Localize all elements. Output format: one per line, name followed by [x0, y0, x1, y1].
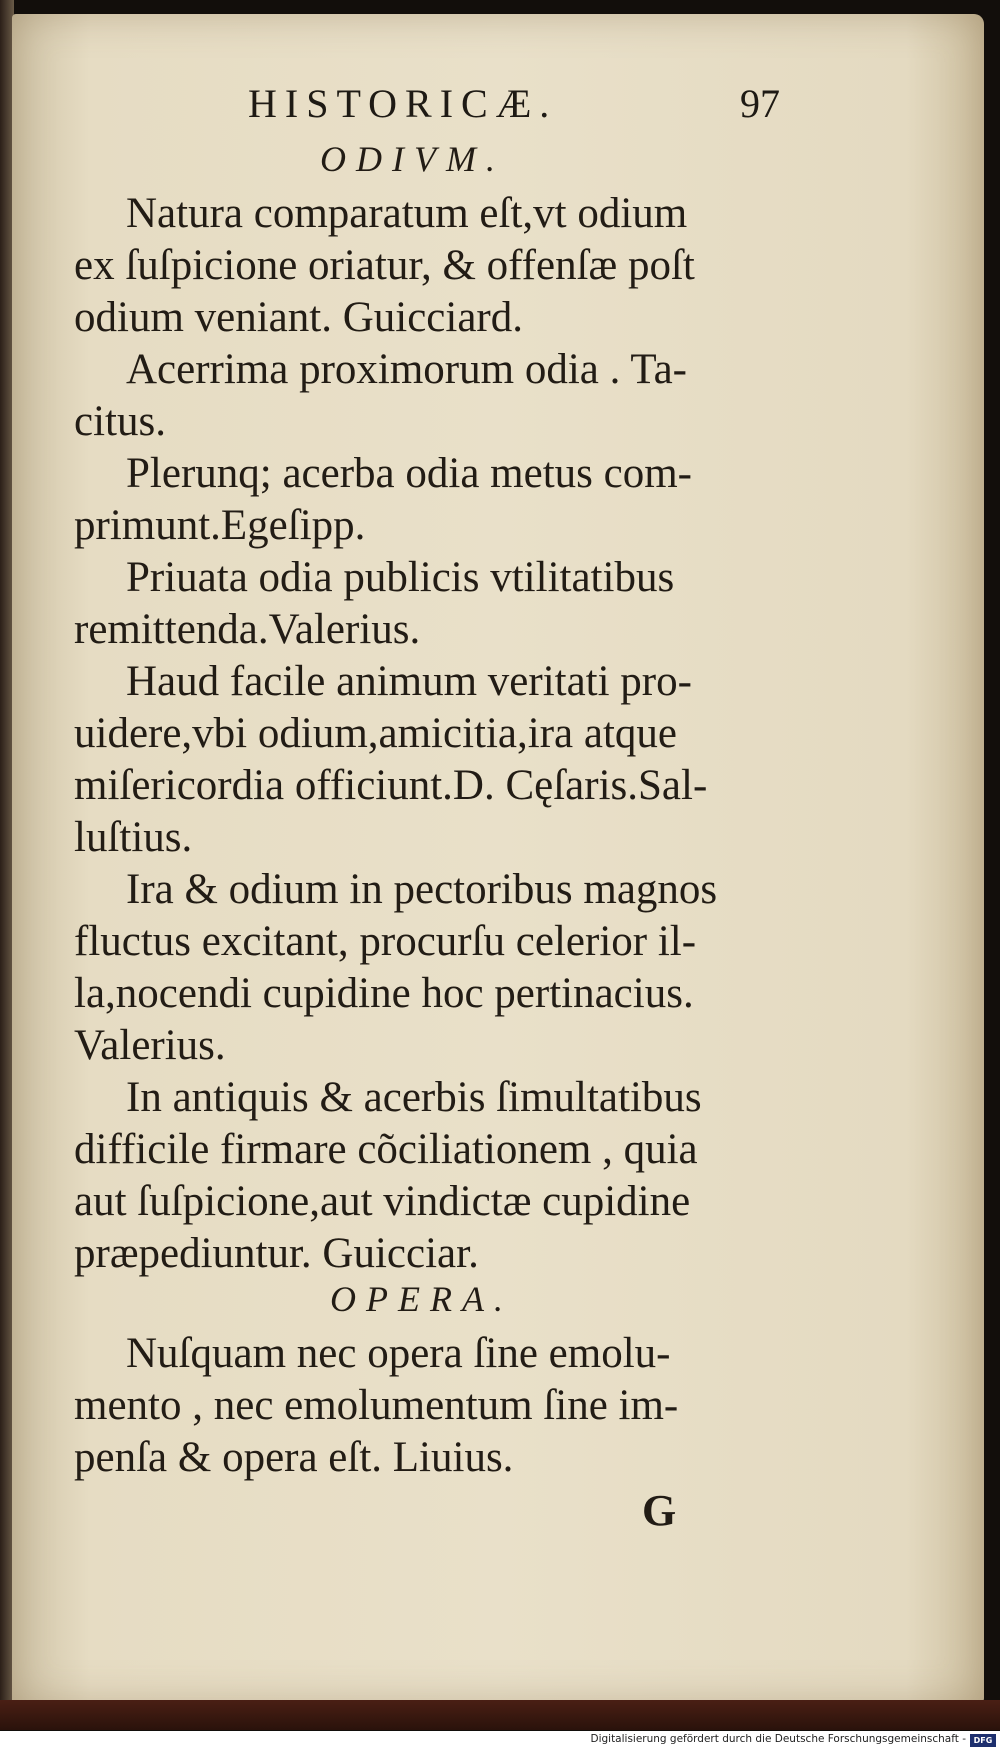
text-line: uidere,vbi odium,amicitia,ira atque: [74, 710, 677, 757]
page-number: 97: [740, 81, 780, 126]
text-line: Haud facile animum veritati pro-: [126, 658, 692, 705]
text-line: præpediuntur. Guicciar.: [74, 1230, 479, 1277]
digitization-footer: [0, 1731, 1000, 1751]
text-line: Plerunq; acerba odia metus com-: [126, 450, 692, 497]
running-head: HISTORICÆ.: [248, 81, 558, 126]
text-line: Valerius.: [74, 1022, 226, 1069]
text-line: aut ſuſpicione,aut vindictæ cupidine: [74, 1178, 691, 1225]
footer-credit: Digitalisierung gefördert durch die Deutsche Forschungsgemeinschaft -: [590, 1733, 966, 1745]
section-body-odium: [74, 188, 794, 1280]
text-line: citus.: [74, 398, 166, 445]
section-heading-opera: OPERA.: [330, 1279, 513, 1319]
text-line: miſericordia officiunt.D. Cęſaris.Sal-: [74, 762, 708, 809]
text-line: mento , nec emolumentum ſine im-: [74, 1382, 679, 1429]
text-line: difficile firmare cõciliationem , quia: [74, 1126, 698, 1173]
dfg-logo-icon: DFG: [970, 1734, 996, 1747]
text-line: primunt.Egeſipp.: [74, 502, 366, 549]
section-body-opera: [74, 1328, 794, 1484]
text-line: luſtius.: [74, 814, 193, 861]
text-line: fluctus excitant, procurſu celerior il-: [74, 918, 697, 965]
signature-mark: G: [642, 1486, 677, 1535]
section-heading-odium: ODIVM.: [320, 139, 505, 179]
text-line: Priuata odia publicis vtilitatibus: [126, 554, 675, 601]
text-line: Nuſquam nec opera ſine emolu-: [126, 1330, 671, 1377]
text-line: odium veniant. Guicciard.: [74, 294, 523, 341]
text-line: la,nocendi cupidine hoc pertinacius.: [74, 970, 694, 1017]
text-line: In antiquis & acerbis ſimultatibus: [126, 1074, 702, 1121]
text-line: remittenda.Valerius.: [74, 606, 421, 653]
text-line: ex ſuſpicione oriatur, & offenſæ poſt: [74, 242, 695, 289]
text-line: Natura comparatum eſt,vt odium: [126, 190, 688, 237]
text-line: penſa & opera eſt. Liuius.: [74, 1434, 514, 1481]
text-line: Acerrima proximorum odia . Ta-: [126, 346, 687, 393]
text-line: Ira & odium in pectoribus magnos: [126, 866, 718, 913]
scan-bottom-edge: [0, 1700, 1000, 1730]
